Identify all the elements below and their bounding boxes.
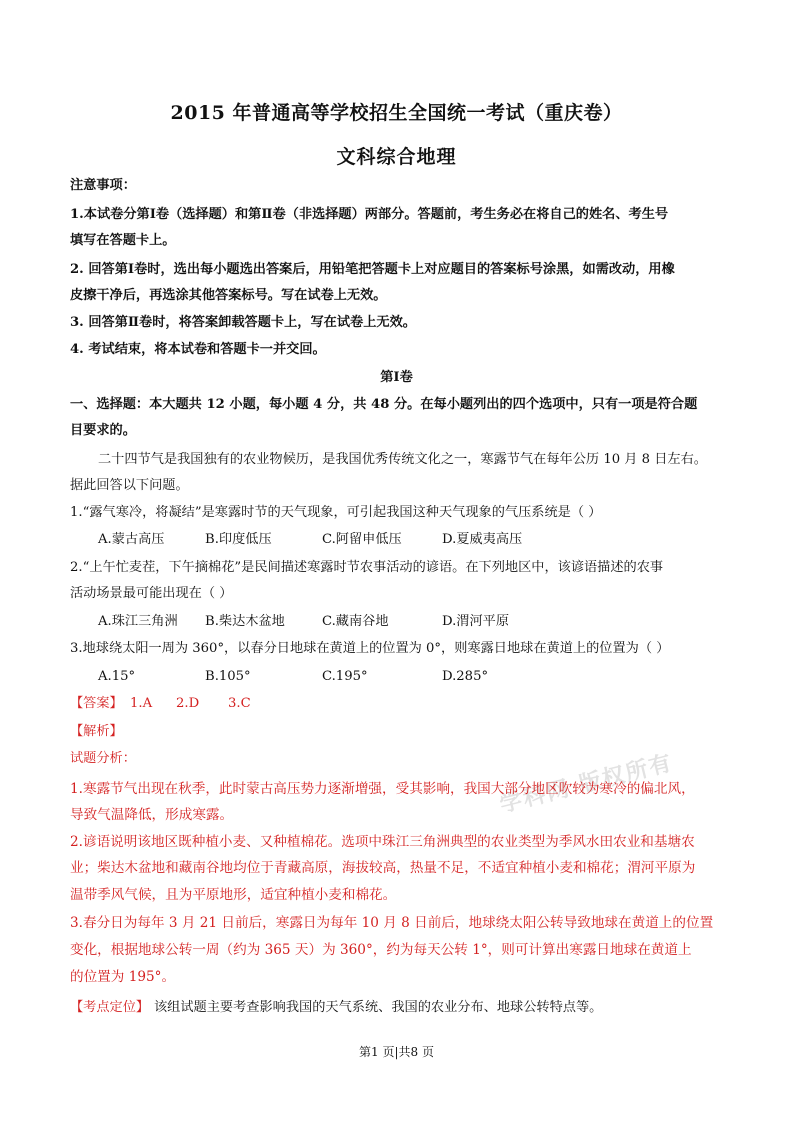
- analysis-para-1-cont: 导致气温降低，形成寒露。: [70, 807, 234, 823]
- analysis-para-3: 3.春分日为每年 3 月 21 日前后，寒露日为每年 10 月 8 日前后，地球绕太阳公转导致地球在黄道上的位置: [70, 915, 714, 931]
- question-3-stem: 3.地球绕太阳一周为 360°，以春分日地球在黄道上的位置为 0°，则寒露日地球在黄道上的位置为（ ）: [70, 641, 670, 656]
- q1-option-a: A.蒙古高压: [98, 532, 165, 547]
- notice-item-4: 4. 考试结束，将本试卷和答题卡一并交回。: [70, 342, 326, 357]
- analysis-para-3-cont: 变化，根据地球公转一周（约为 365 天）为 360°，约为每天公转 1°，则可计算出寒露日地球在黄道上: [70, 942, 692, 958]
- q2-option-c: C.藏南谷地: [322, 614, 389, 629]
- q3-option-b: B.105°: [205, 669, 251, 684]
- notice-item-2: 2. 回答第Ⅰ卷时，选出每小题选出答案后，用铅笔把答题卡上对应题目的答案标号涂黑，如需改动，用橡: [70, 262, 675, 277]
- analysis-para-3-end: 的位置为 195°。: [70, 969, 176, 985]
- kaodian-label: 【考点定位】: [70, 1000, 150, 1015]
- q1-option-c: C.阿留申低压: [322, 532, 402, 547]
- answer-1: 1.A: [130, 696, 153, 711]
- page-subtitle: 文科综合地理: [336, 146, 457, 168]
- question-1-stem: 1.“露气寒冷，将凝结”是寒露时节的天气现象，可引起我国这种天气现象的气压系统是（ ）: [70, 505, 602, 520]
- passage-line-2: 据此回答以下问题。: [70, 478, 189, 493]
- q2-option-a: A.珠江三角洲: [98, 614, 178, 629]
- question-2-stem-cont: 活动场景最可能出现在（ ）: [70, 586, 233, 601]
- notice-item-1-cont: 填写在答题卡上。: [70, 233, 176, 248]
- passage-line-1: 二十四节气是我国独有的农业物候历，是我国优秀传统文化之一，寒露节气在每年公历 10 月 8 日左右。: [98, 452, 707, 467]
- section-title: 第Ⅰ卷: [380, 370, 413, 385]
- notice-heading: 注意事项：: [70, 178, 136, 193]
- q1-option-d: D.夏威夷高压: [442, 532, 523, 547]
- kaodian-text: 该组试题主要考查影响我国的天气系统、我国的农业分布、地球公转特点等。: [154, 1000, 603, 1015]
- section-instructions: 一、选择题：本大题共 12 小题，每小题 4 分，共 48 分。在每小题列出的四个选项中，只有一项是符合题: [70, 397, 698, 412]
- q3-option-d: D.285°: [442, 669, 489, 684]
- q3-option-a: A.15°: [98, 669, 136, 684]
- page-number: 第1 页|共8 页: [359, 1045, 434, 1059]
- q2-option-b: B.柴达木盆地: [205, 614, 285, 629]
- page-title: 2015 年普通高等学校招生全国统一考试（重庆卷）: [170, 102, 623, 124]
- watermark: 学科网 版权所有: [497, 750, 676, 818]
- q2-option-d: D.渭河平原: [442, 614, 510, 629]
- q3-option-c: C.195°: [322, 669, 368, 684]
- analysis-para-2: 2.谚语说明该地区既种植小麦、又种植棉花。选项中珠江三角洲典型的农业类型为季风水田农业和基塘农: [70, 834, 695, 850]
- notice-item-2-cont: 皮擦干净后，再选涂其他答案标号。写在试卷上无效。: [70, 288, 387, 303]
- question-2-stem: 2.“上午忙麦茬，下午摘棉花”是民间描述寒露时节农事活动的谚语。在下列地区中，该谚语描述的农事: [70, 560, 664, 575]
- notice-item-1: 1.本试卷分第Ⅰ卷（选择题）和第Ⅱ卷（非选择题）两部分。答题前，考生务必在将自己的姓名、考生号: [70, 207, 669, 222]
- notice-item-3: 3. 回答第Ⅱ卷时，将答案卸载答题卡上，写在试卷上无效。: [70, 315, 416, 330]
- analysis-para-2-cont: 业；柴达木盆地和藏南谷地均位于青藏高原，海拔较高，热量不足，不适宜种植小麦和棉花；渭河平原为: [70, 860, 696, 876]
- analysis-para-2-end: 温带季风气候，且为平原地形，适宜种植小麦和棉花。: [70, 887, 397, 903]
- analysis-subheading: 试题分析：: [70, 751, 136, 766]
- analysis-label: 【解析】: [70, 724, 123, 739]
- analysis-para-1: 1.寒露节气出现在秋季，此时蒙古高压势力逐渐增强，受其影响，我国大部分地区吹较为寒冷的偏北风，: [70, 781, 695, 797]
- answer-label: 【答案】: [70, 696, 123, 711]
- answer-3: 3.C: [228, 696, 251, 711]
- section-instructions-cont: 目要求的。: [70, 423, 136, 438]
- answer-2: 2.D: [176, 696, 200, 711]
- q1-option-b: B.印度低压: [205, 532, 272, 547]
